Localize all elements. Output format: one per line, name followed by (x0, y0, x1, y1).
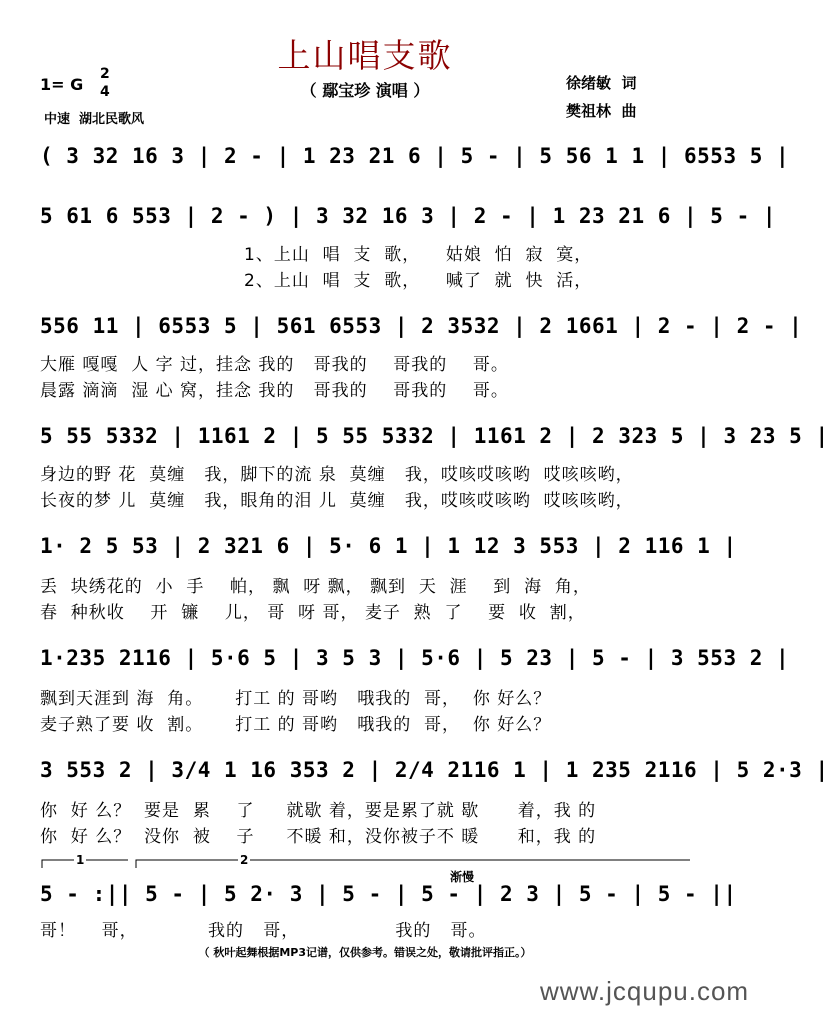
lyrics-row-4-verse-2: 长夜的梦 儿 莫缠 我，眼角的泪 儿 莫缠 我，哎咳哎咳哟 哎咳咳哟， (40, 491, 634, 511)
lyrics-row-5-verse-1: 丢 块绣花的 小 手 帕， 飘 呀 飘， 飘到 天 涯 到 海 角， (40, 577, 591, 597)
lyrics-row-7-verse-1: 你 好 么？ 要是 累 了 就歇 着，要是累了就 歇 着，我 的 (40, 801, 597, 821)
notation-row-6: 1·235 2116 | 5·6 5 | 3 5 3 | 5·6 | 5 23 | 5 - | 3 553 2 | (40, 646, 790, 670)
notation-row-3: 556 11 | 6553 5 | 561 6553 | 2 3532 | 2 1661 | 2 - | 2 - | (40, 314, 803, 338)
time-signature-bottom: 4 (100, 84, 110, 100)
notation-row-1: ( 3 32 16 3 | 2 - | 1 23 21 6 | 5 - | 5 56 1 1 | 6553 5 | (40, 144, 790, 168)
lyrics-row-5-verse-2: 春 种秋收 开 镰 儿， 哥 呀 哥， 麦子 熟 了 要 收 割， (40, 603, 586, 623)
singer-credit: （ 鄢宝珍 演唱 ） (300, 81, 430, 100)
lyrics-row-2-verse-2: 2、上山 唱 支 歌， 喊了 就 快 活， (244, 271, 593, 291)
notation-row-8: 5 - :|| 5 - | 5 2· 3 | 5 - | 5 - | 2 3 | 5 - | 5 - || (40, 882, 737, 906)
volta-2-label: 2 (240, 853, 249, 867)
watermark: www.jcqupu.com (540, 976, 750, 1006)
notation-row-5: 1· 2 5 53 | 2 321 6 | 5· 6 1 | 1 12 3 553 | 2 116 1 | (40, 534, 737, 558)
song-title: 上山唱支歌 (277, 36, 453, 75)
lyrics-row-3-verse-1: 大雁 嘎嘎 人 字 过，挂念 我的 哥我的 哥我的 哥。 (40, 355, 509, 375)
notation-row-2: 5 61 6 553 | 2 - ) | 3 32 16 3 | 2 - | 1 23 21 6 | 5 - | (40, 204, 777, 228)
tempo-change-marking: 渐慢 (450, 870, 475, 884)
lyrics-row-3-verse-2: 晨露 滴滴 湿 心 窝，挂念 我的 哥我的 哥我的 哥。 (40, 381, 509, 401)
lyrics-row-8: 哥！ 哥， 我的 哥， 我的 哥。 (40, 921, 487, 941)
footnote: （ 秋叶起舞根据MP3记谱，仅供参考。错误之处，敬请批评指正。） (198, 946, 532, 959)
lyrics-row-7-verse-2: 你 好 么？ 没你 被 子 不暖 和，没你被子不 暖 和，我 的 (40, 827, 597, 847)
notation-row-7: 3 553 2 | 3/4 1 16 353 2 | 2/4 2116 1 | 1 235 2116 | 5 2·3 | (40, 758, 829, 782)
notation-row-4: 5 55 5332 | 1161 2 | 5 55 5332 | 1161 2 | 2 323 5 | 3 23 5 | (40, 424, 829, 448)
lyrics-row-6-verse-2: 麦子熟了要 收 割。 打工 的 哥哟 哦我的 哥， 你 好么？ (40, 715, 552, 735)
lyrics-row-4-verse-1: 身边的野 花 莫缠 我，脚下的流 泉 莫缠 我，哎咳哎咳哟 哎咳咳哟， (40, 465, 634, 485)
lyrics-row-6-verse-1: 飘到天涯到 海 角。 打工 的 哥哟 哦我的 哥， 你 好么？ (40, 689, 552, 709)
volta-1-label: 1 (76, 853, 85, 867)
composer-credit: 樊祖林 曲 (566, 102, 637, 120)
lyrics-row-2-verse-1: 1、上山 唱 支 歌， 姑娘 怕 寂 寞， (244, 245, 593, 265)
time-signature-top: 2 (100, 66, 110, 82)
lyricist-credit: 徐绪敏 词 (566, 74, 637, 92)
tempo-marking: 中速 湖北民歌风 (44, 112, 145, 127)
key-signature: 1= G (40, 75, 84, 94)
